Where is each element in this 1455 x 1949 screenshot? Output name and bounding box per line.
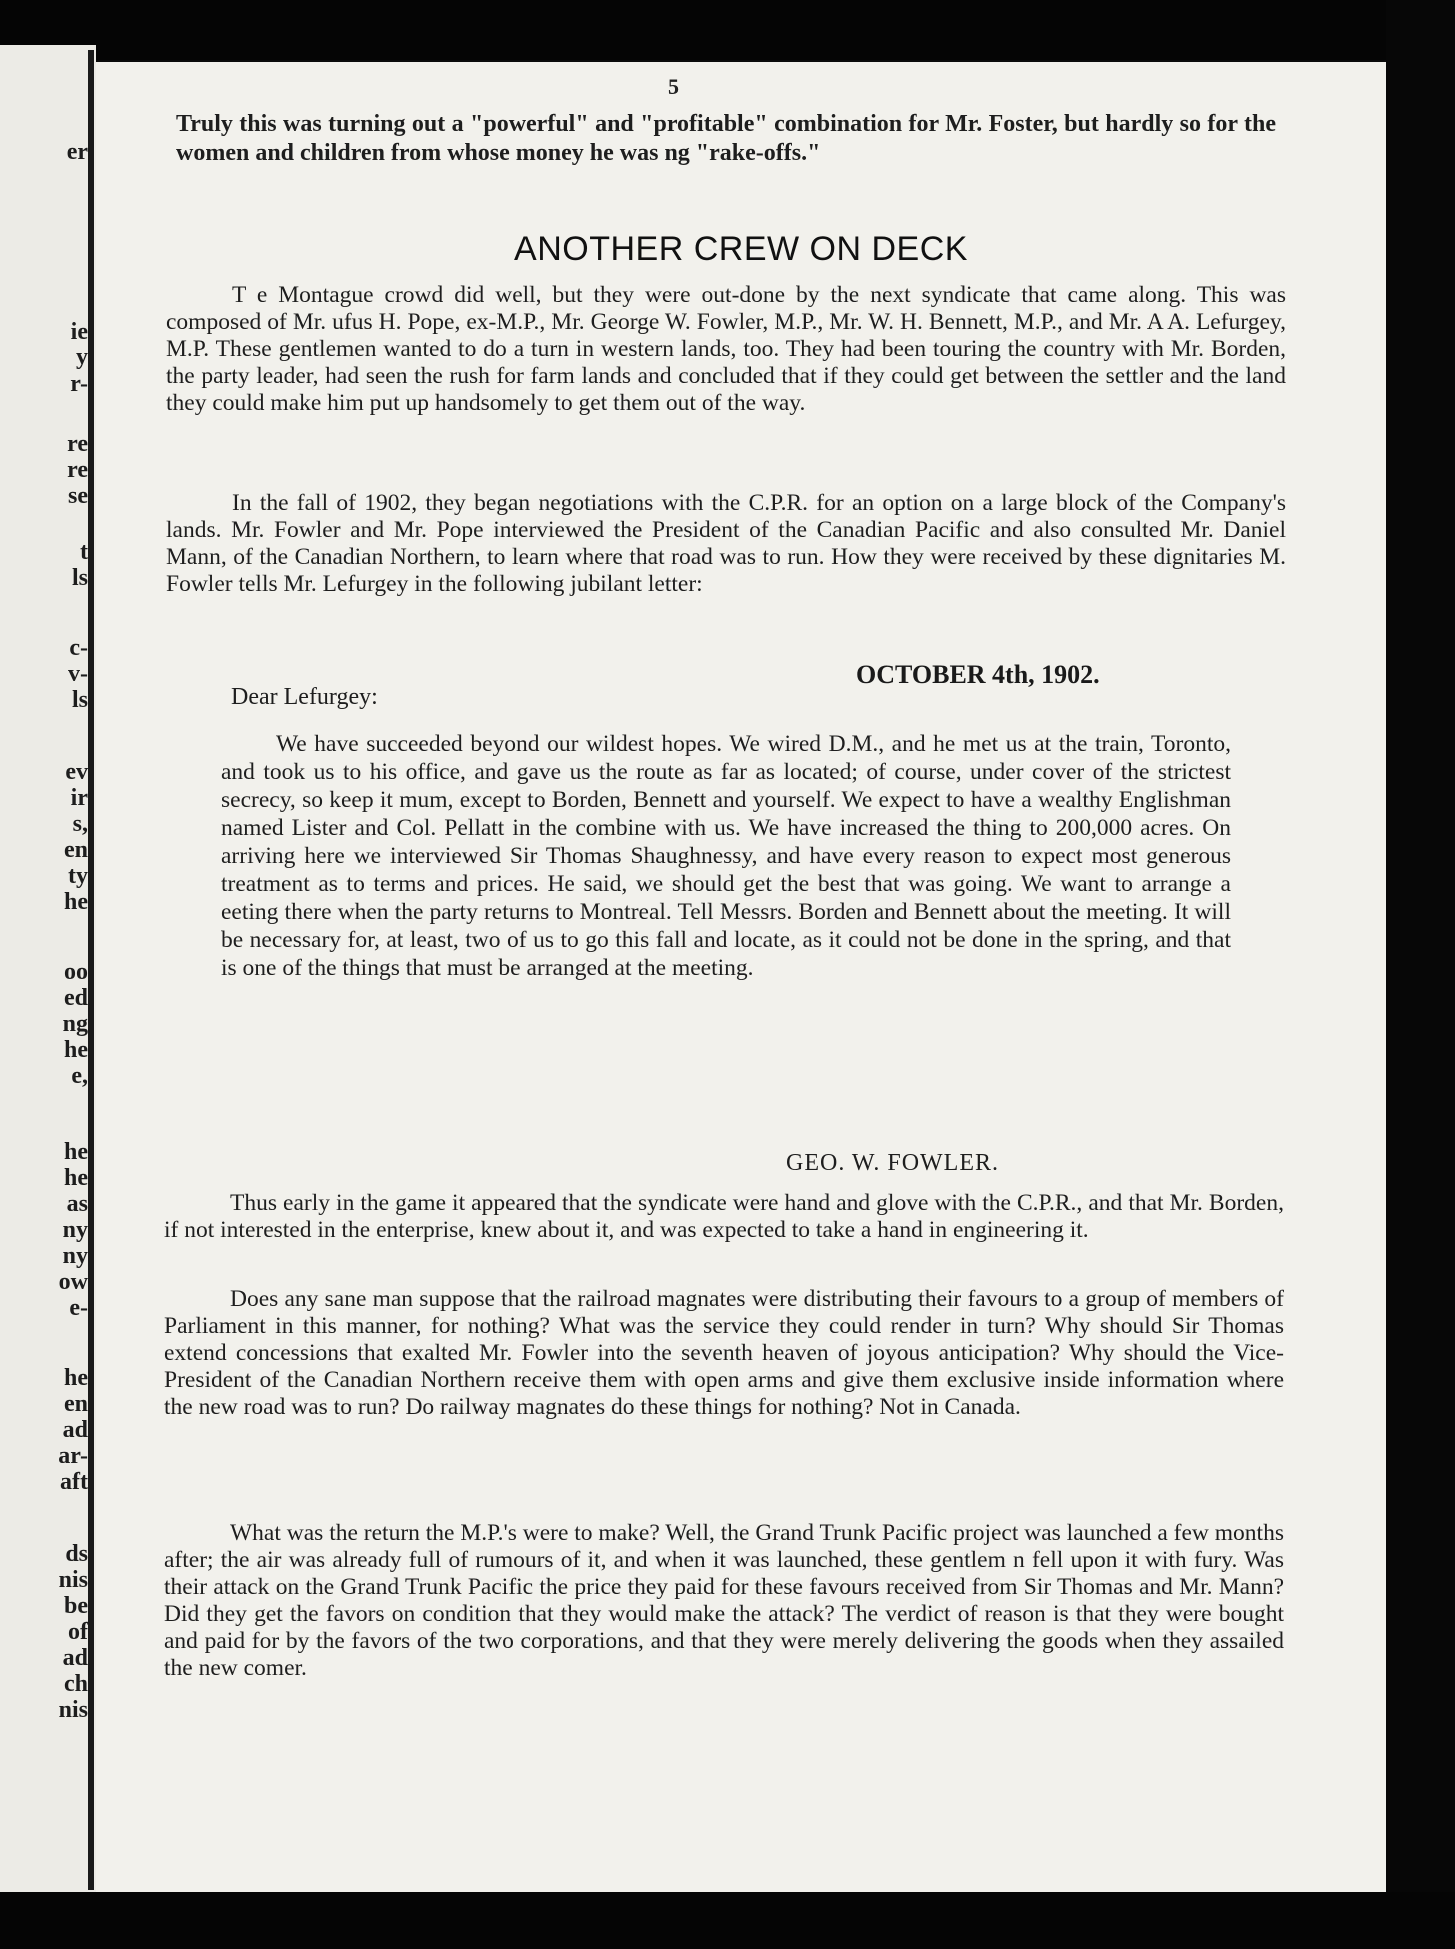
adjacent-page-word-fragment: t	[80, 539, 88, 565]
adjacent-page-word-fragment: he	[64, 889, 88, 915]
adjacent-page-word-fragment: e,	[71, 1063, 88, 1089]
adjacent-page-word-fragment: he	[64, 1365, 88, 1391]
scan-bottom-border	[0, 1892, 1455, 1949]
letter-signature: GEO. W. FOWLER.	[786, 1150, 999, 1176]
adjacent-page-word-fragment: ny	[62, 1243, 88, 1269]
adjacent-page-word-fragment: en	[64, 837, 88, 863]
adjacent-page-word-fragment: v-	[68, 661, 88, 687]
letter-date: OCTOBER 4th, 1902.	[856, 660, 1100, 689]
adjacent-page-word-fragment: nis	[58, 1697, 88, 1723]
adjacent-page-word-fragment: r-	[70, 371, 88, 397]
adjacent-page-word-fragment: e-	[69, 1295, 88, 1321]
letter-salutation: Dear Lefurgey:	[231, 684, 378, 710]
adjacent-page-word-fragment: ch	[64, 1671, 88, 1697]
adjacent-page-word-fragment: ng	[62, 1011, 88, 1037]
adjacent-page-word-fragment: ls	[71, 687, 88, 713]
closing-paragraph-3: What was the return the M.P.'s were to make? Well, the Grand Trunk Pacific project was launched a few months after; the air was already full of rumours of it, and when it was launched, these gentlem n fell upon it with fury. Was their attack on the Grand Trunk Pacific the price they paid for these favours received from Sir Thomas and Mr. Mann? Did they get the favors on condition that they would make the attack? The verdict of reason is that they were bought and paid for by the favors of the two corporations, and that they were merely delivering the goods when they assailed the new comer.	[164, 1520, 1284, 1681]
adjacent-page-word-fragment: en	[64, 1391, 88, 1417]
adjacent-page-word-fragment: ls	[71, 565, 88, 591]
adjacent-page-word-fragment: ie	[70, 319, 88, 345]
body-paragraph-2: In the fall of 1902, they began negotiations with the C.P.R. for an option on a large block of the Company's lands. Mr. Fowler and Mr. Pope interviewed the President of the Canadian Pacific and also consulted Mr. Daniel Mann, of the Canadian Northern, to learn where that road was to run. How they were received by these dignitaries M. Fowler tells Mr. Lefurgey in the following jubilant letter:	[166, 490, 1286, 597]
adjacent-page-word-fragment: re	[67, 431, 88, 457]
adjacent-page-word-fragment: ds	[65, 1541, 88, 1567]
adjacent-page-word-fragment: ow	[58, 1269, 88, 1295]
adjacent-page-word-fragment: ed	[64, 985, 88, 1011]
closing-paragraph-2: Does any sane man suppose that the railroad magnates were distributing their favours to a group of members of Parliament in this manner, for nothing? What was the service they could render in turn? Why should Sir Thomas extend concessions that exalted Mr. Fowler into the seventh heaven of joyous anticipation? Why should the Vice-President of the Canadian Northern receive them with open arms and give them exclusive inside information where the new road was to run? Do railway magnates do these things for nothing? Not in Canada.	[164, 1286, 1284, 1420]
page-number: 5	[668, 74, 679, 99]
adjacent-page-word-fragment: ty	[68, 863, 88, 889]
adjacent-page-word-fragment: be	[64, 1593, 88, 1619]
adjacent-page-word-fragment: ad	[62, 1645, 88, 1671]
adjacent-page-word-fragment: s,	[72, 811, 88, 837]
adjacent-page-word-fragment: as	[66, 1191, 88, 1217]
page-fold-line	[88, 50, 94, 1890]
adjacent-page-word-fragment: y	[76, 344, 88, 370]
adjacent-page-word-fragment: ad	[62, 1417, 88, 1443]
adjacent-page-word-fragment: ar-	[58, 1443, 88, 1469]
scan-top-border	[0, 0, 1455, 60]
adjacent-page-word-fragment: aft	[60, 1469, 88, 1495]
adjacent-page-word-fragment: he	[64, 1165, 88, 1191]
letter-body: We have succeeded beyond our wildest hopes. We wired D.M., and he met us at the train, Toronto, and took us to his office, and gave us the route as far as located; of course, under cover of the strictest secrecy, so keep it mum, except to Borden, Bennett and yourself. We expect to have a wealthy Englishman named Lister and Col. Pellatt in the combine with us. We have increased the thing to 200,000 acres. On arriving here we interviewed Sir Thomas Shaughnessy, and have every reason to expect most generous treatment as to terms and prices. He said, we should get the best that was going. We want to arrange a eeting there when the party returns to Montreal. Tell Messrs. Borden and Bennett about the meeting. It will be necessary for, at least, two of us to go this fall and locate, as it could not be done in the spring, and that is one of the things that must be arranged at the meeting.	[221, 731, 1231, 981]
adjacent-page-word-fragment: ny	[62, 1217, 88, 1243]
adjacent-page-word-fragment: oo	[64, 959, 88, 985]
adjacent-page-word-fragment: re	[67, 457, 88, 483]
adjacent-page-word-fragment: ir	[70, 785, 88, 811]
body-paragraph-1: T e Montague crowd did well, but they were out-done by the next syndicate that came along. This was composed of Mr. ufus H. Pope, ex-M.P., Mr. George W. Fowler, M.P., Mr. W. H. Bennett, M.P., and Mr. A A. Lefurgey, M.P. These gentlemen wanted to do a turn in western lands, too. They had been touring the country with Mr. Borden, the party leader, had seen the rush for farm lands and concluded that if they could get between the settler and the land they could make him put up handsomely to get them out of the way.	[166, 282, 1286, 416]
adjacent-page-word-fragment: c-	[69, 635, 88, 661]
adjacent-page-word-fragment: se	[68, 483, 88, 509]
document-page	[96, 62, 1386, 1892]
adjacent-page-word-fragment: ev	[65, 759, 88, 785]
adjacent-page-word-fragment: er	[66, 139, 88, 165]
adjacent-page-fragment	[0, 45, 96, 1905]
adjacent-page-word-fragment: of	[68, 1619, 88, 1645]
intro-paragraph: Truly this was turning out a "powerful" and "profitable" combination for Mr. Foster, but hardly so for the women and children from whose money he was ng "rake-offs."	[176, 111, 1276, 166]
closing-paragraph-1: Thus early in the game it appeared that the syndicate were hand and glove with the C.P.R., and that Mr. Borden, if not interested in the enterprise, knew about it, and was expected to take a hand in engineering it.	[164, 1190, 1284, 1243]
scan-right-border	[1386, 0, 1455, 1949]
adjacent-page-word-fragment: he	[64, 1139, 88, 1165]
adjacent-page-word-fragment: he	[64, 1037, 88, 1063]
adjacent-page-word-fragment: nis	[58, 1567, 88, 1593]
section-heading: ANOTHER CREW ON DECK	[514, 230, 968, 268]
